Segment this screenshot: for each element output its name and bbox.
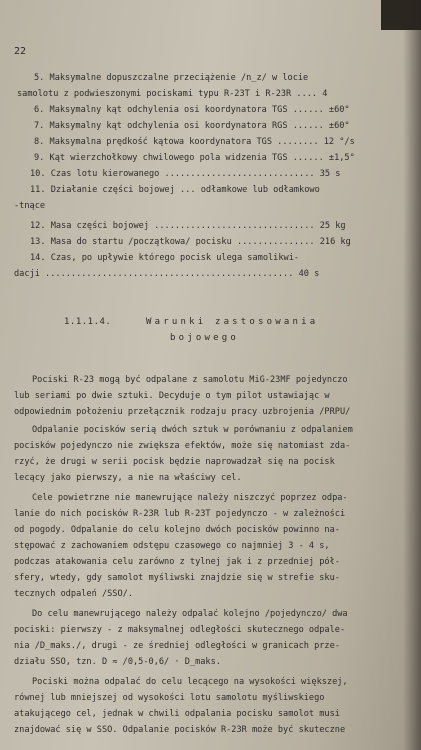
body-line: atakującego cel, jednak w chwili odpalania pocisku samolot musi bbox=[14, 709, 340, 719]
body-line: nia /D_maks./, drugi - ze średniej odległości w granicach prze- bbox=[14, 641, 340, 651]
list-line: 7. Maksymalny kąt odchylenia osi koordynatora RGS ...... ±60° bbox=[34, 121, 350, 131]
body-line: stępować z zachowaniem odstępu czasowego co najmniej 3 - 4 s, bbox=[14, 541, 330, 551]
body-line: odpowiednim położeniu przełącznik rodzaju pracy uzbrojenia /PRPU/ bbox=[14, 407, 351, 417]
body-line: działu SSO, tzn. D ≈ /0,5-0,6/ · D_maks. bbox=[14, 657, 221, 667]
body-line: od pogody. Odpalanie do celu kolejno dwóch pocisków powinno na- bbox=[14, 525, 340, 535]
list-line: 9. Kąt wierzchołkowy chwilowego pola widzenia TGS ...... ±1,5° bbox=[34, 153, 355, 163]
body-line: Pociski R-23 mogą być odpalane z samolotu MiG-23MF pojedynczo bbox=[32, 375, 348, 385]
body-line: Do celu manewrującego należy odpalać kolejno /pojedynczo/ dwa bbox=[32, 609, 348, 619]
body-line: pocisków pojedynczo nie zwiększa efektów, może się natomiast zda- bbox=[14, 441, 351, 451]
body-line: tecznych odpaleń /SSO/. bbox=[14, 589, 133, 599]
body-line: lecący jako pierwszy, a nie na właściwy cel. bbox=[14, 473, 242, 483]
body-line: lub seriami po dwie sztuki. Decyduje o tym pilot ustawiając w bbox=[14, 391, 330, 401]
list-line: 13. Masa do startu /początkowa/ pocisku ............... 216 kg bbox=[30, 237, 351, 247]
section-number: 1.1.1.4. bbox=[64, 317, 112, 327]
body-line: podczas atakowania celu zarówno z tylnej jak i z przedniej pół- bbox=[14, 557, 340, 567]
body-line: pociski: pierwszy - z maksymalnej odległości skutecznego odpale- bbox=[14, 625, 346, 635]
body-line: Pociski można odpalać do celu lecącego na wysokości większej, bbox=[32, 677, 348, 687]
section-title-line2: bojowego bbox=[170, 333, 239, 343]
list-line: 6. Maksymalny kąt odchylenia osi koordynatora TGS ...... ±60° bbox=[34, 105, 350, 115]
body-line: Cele powietrzne nie manewrujące należy niszczyć poprzez odpa- bbox=[32, 493, 348, 503]
list-line: -tnące bbox=[14, 201, 46, 211]
list-line: 8. Maksymalna prędkość kątowa koordynatora TGS ........ 12 °/s bbox=[34, 137, 355, 147]
body-line: równej lub mniejszej od wysokości lotu samolotu myśliwskiego bbox=[14, 693, 325, 703]
section-title-line1: Warunki zastosowania bbox=[146, 317, 319, 327]
body-line: Odpalanie pocisków serią dwóch sztuk w porównaniu z odpalaniem bbox=[32, 425, 353, 435]
page-number: 22 bbox=[14, 46, 27, 57]
body-line: sfery, wtedy, gdy samolot myśliwski znajdzie się w strefie sku- bbox=[14, 573, 340, 583]
list-line: 10. Czas lotu kierowanego ............................. 35 s bbox=[30, 169, 341, 179]
body-line: rzyć, że drugi w serii pocisk będzie naprowadzał się na pocisk bbox=[14, 457, 335, 467]
list-line: 11. Działanie części bojowej ... odłamkowe lub odłamkowo bbox=[30, 185, 320, 195]
list-line: samolotu z podwieszonymi pociskami typu R-23T i R-23R .... 4 bbox=[17, 89, 328, 99]
body-line: znajdować się w SSO. Odpalanie pocisków R-23R może być skuteczne bbox=[14, 725, 346, 735]
list-line: 14. Czas, po upływie którego pocisk ulega samolikwi- bbox=[30, 253, 300, 263]
list-line: 12. Masa części bojowej ............................... 25 kg bbox=[30, 221, 346, 231]
list-line: dacji ................................................ 40 s bbox=[14, 269, 320, 279]
page-edge-shadow bbox=[403, 0, 421, 750]
body-line: lanie do nich pocisków R-23R lub R-23T pojedynczo - w zależności bbox=[14, 509, 346, 519]
list-line: 5. Maksymalne dopuszczalne przeciążenie /n_z/ w locie bbox=[34, 73, 309, 83]
